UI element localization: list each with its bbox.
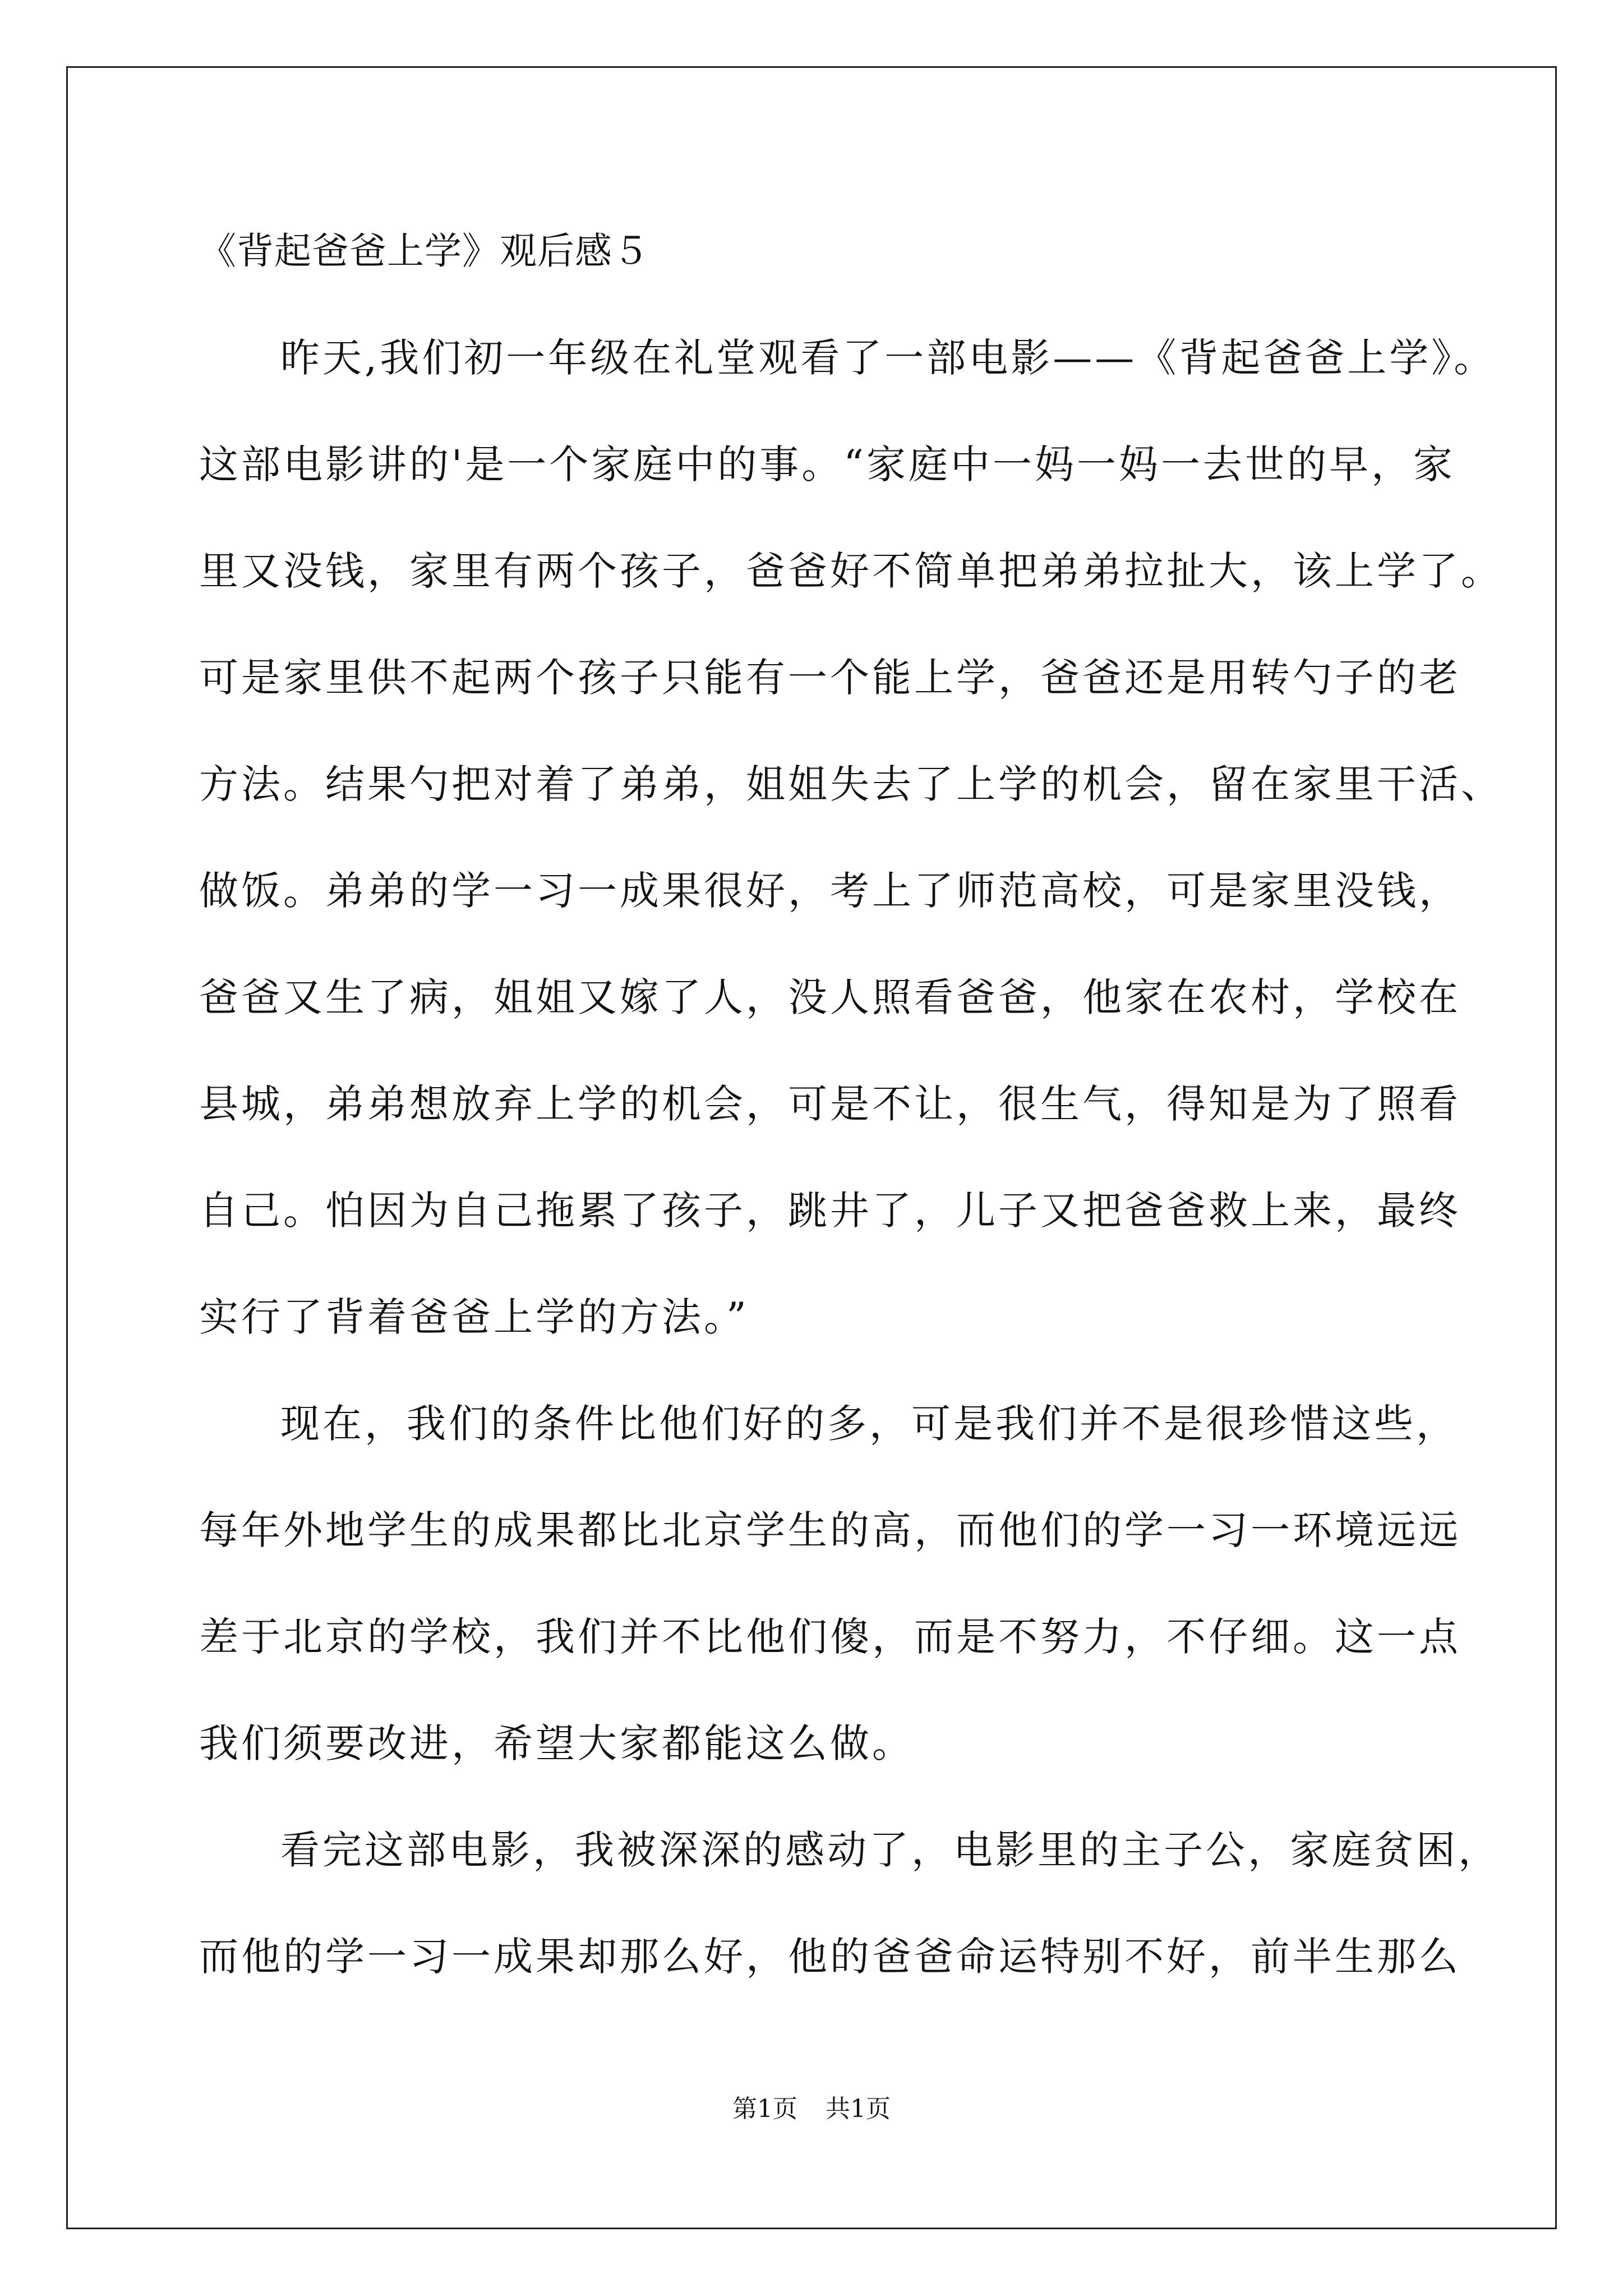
paragraph-2-line-4: 我们须要改进，希望大家都能这么做。 (199, 1720, 914, 1766)
paragraph-2-line-2: 每年外地学生的成果都比北京学生的高，而他们的学一习一环境远远 (199, 1507, 1461, 1553)
paragraph-1-line-4: 可是家里供不起两个孩子只能有一个能上学，爸爸还是用转勺子的老 (199, 655, 1461, 701)
document-title: 《背起爸爸上学》观后感５ (199, 229, 650, 273)
paragraph-1-line-7: 爸爸又生了病，姐姐又嫁了人，没人照看爸爸，他家在农村，学校在 (199, 974, 1461, 1020)
paragraph-1-line-2: 这部电影讲的'是一个家庭中的事。“家庭中一妈一妈一去世的早，家 (199, 441, 1456, 487)
page-footer (0, 2092, 1623, 2126)
paragraph-1-line-6: 做饭。弟弟的学一习一成果很好，考上了师范高校，可是家里没钱， (199, 868, 1461, 914)
paragraph-1-line-1: 昨天,我们初一年级在礼堂观看了一部电影——《背起爸爸上学》。 (280, 335, 1496, 381)
paragraph-3-line-2: 而他的学一习一成果却那么好，他的爸爸命运特别不好，前半生那么 (199, 1934, 1461, 1980)
paragraph-1-line-3: 里又没钱，家里有两个孩子，爸爸好不简单把弟弟拉扯大，该上学了。 (199, 548, 1503, 594)
paragraph-3-line-1: 看完这部电影，我被深深的感动了，电影里的主子公，家庭贫困， (280, 1827, 1500, 1873)
page-number: 第1页 (732, 2095, 797, 2123)
paragraph-1-line-8: 县城，弟弟想放弃上学的机会，可是不让，很生气，得知是为了照看 (199, 1081, 1461, 1127)
page-border (66, 66, 1557, 2229)
paragraph-1-line-5: 方法。结果勺把对着了弟弟，姐姐失去了上学的机会，留在家里干活、 (199, 761, 1503, 807)
paragraph-1-line-9: 自己。怕因为自己拖累了孩子，跳井了，儿子又把爸爸救上来，最终 (199, 1188, 1461, 1234)
paragraph-1-line-10: 实行了背着爸爸上学的方法。” (199, 1294, 749, 1340)
page-total: 共1页 (826, 2095, 891, 2123)
paragraph-2-line-1: 现在，我们的条件比他们好的多，可是我们并不是很珍惜这些， (280, 1401, 1458, 1447)
paragraph-2-line-3: 差于北京的学校，我们并不比他们傻，而是不努力，不仔细。这一点 (199, 1614, 1461, 1660)
